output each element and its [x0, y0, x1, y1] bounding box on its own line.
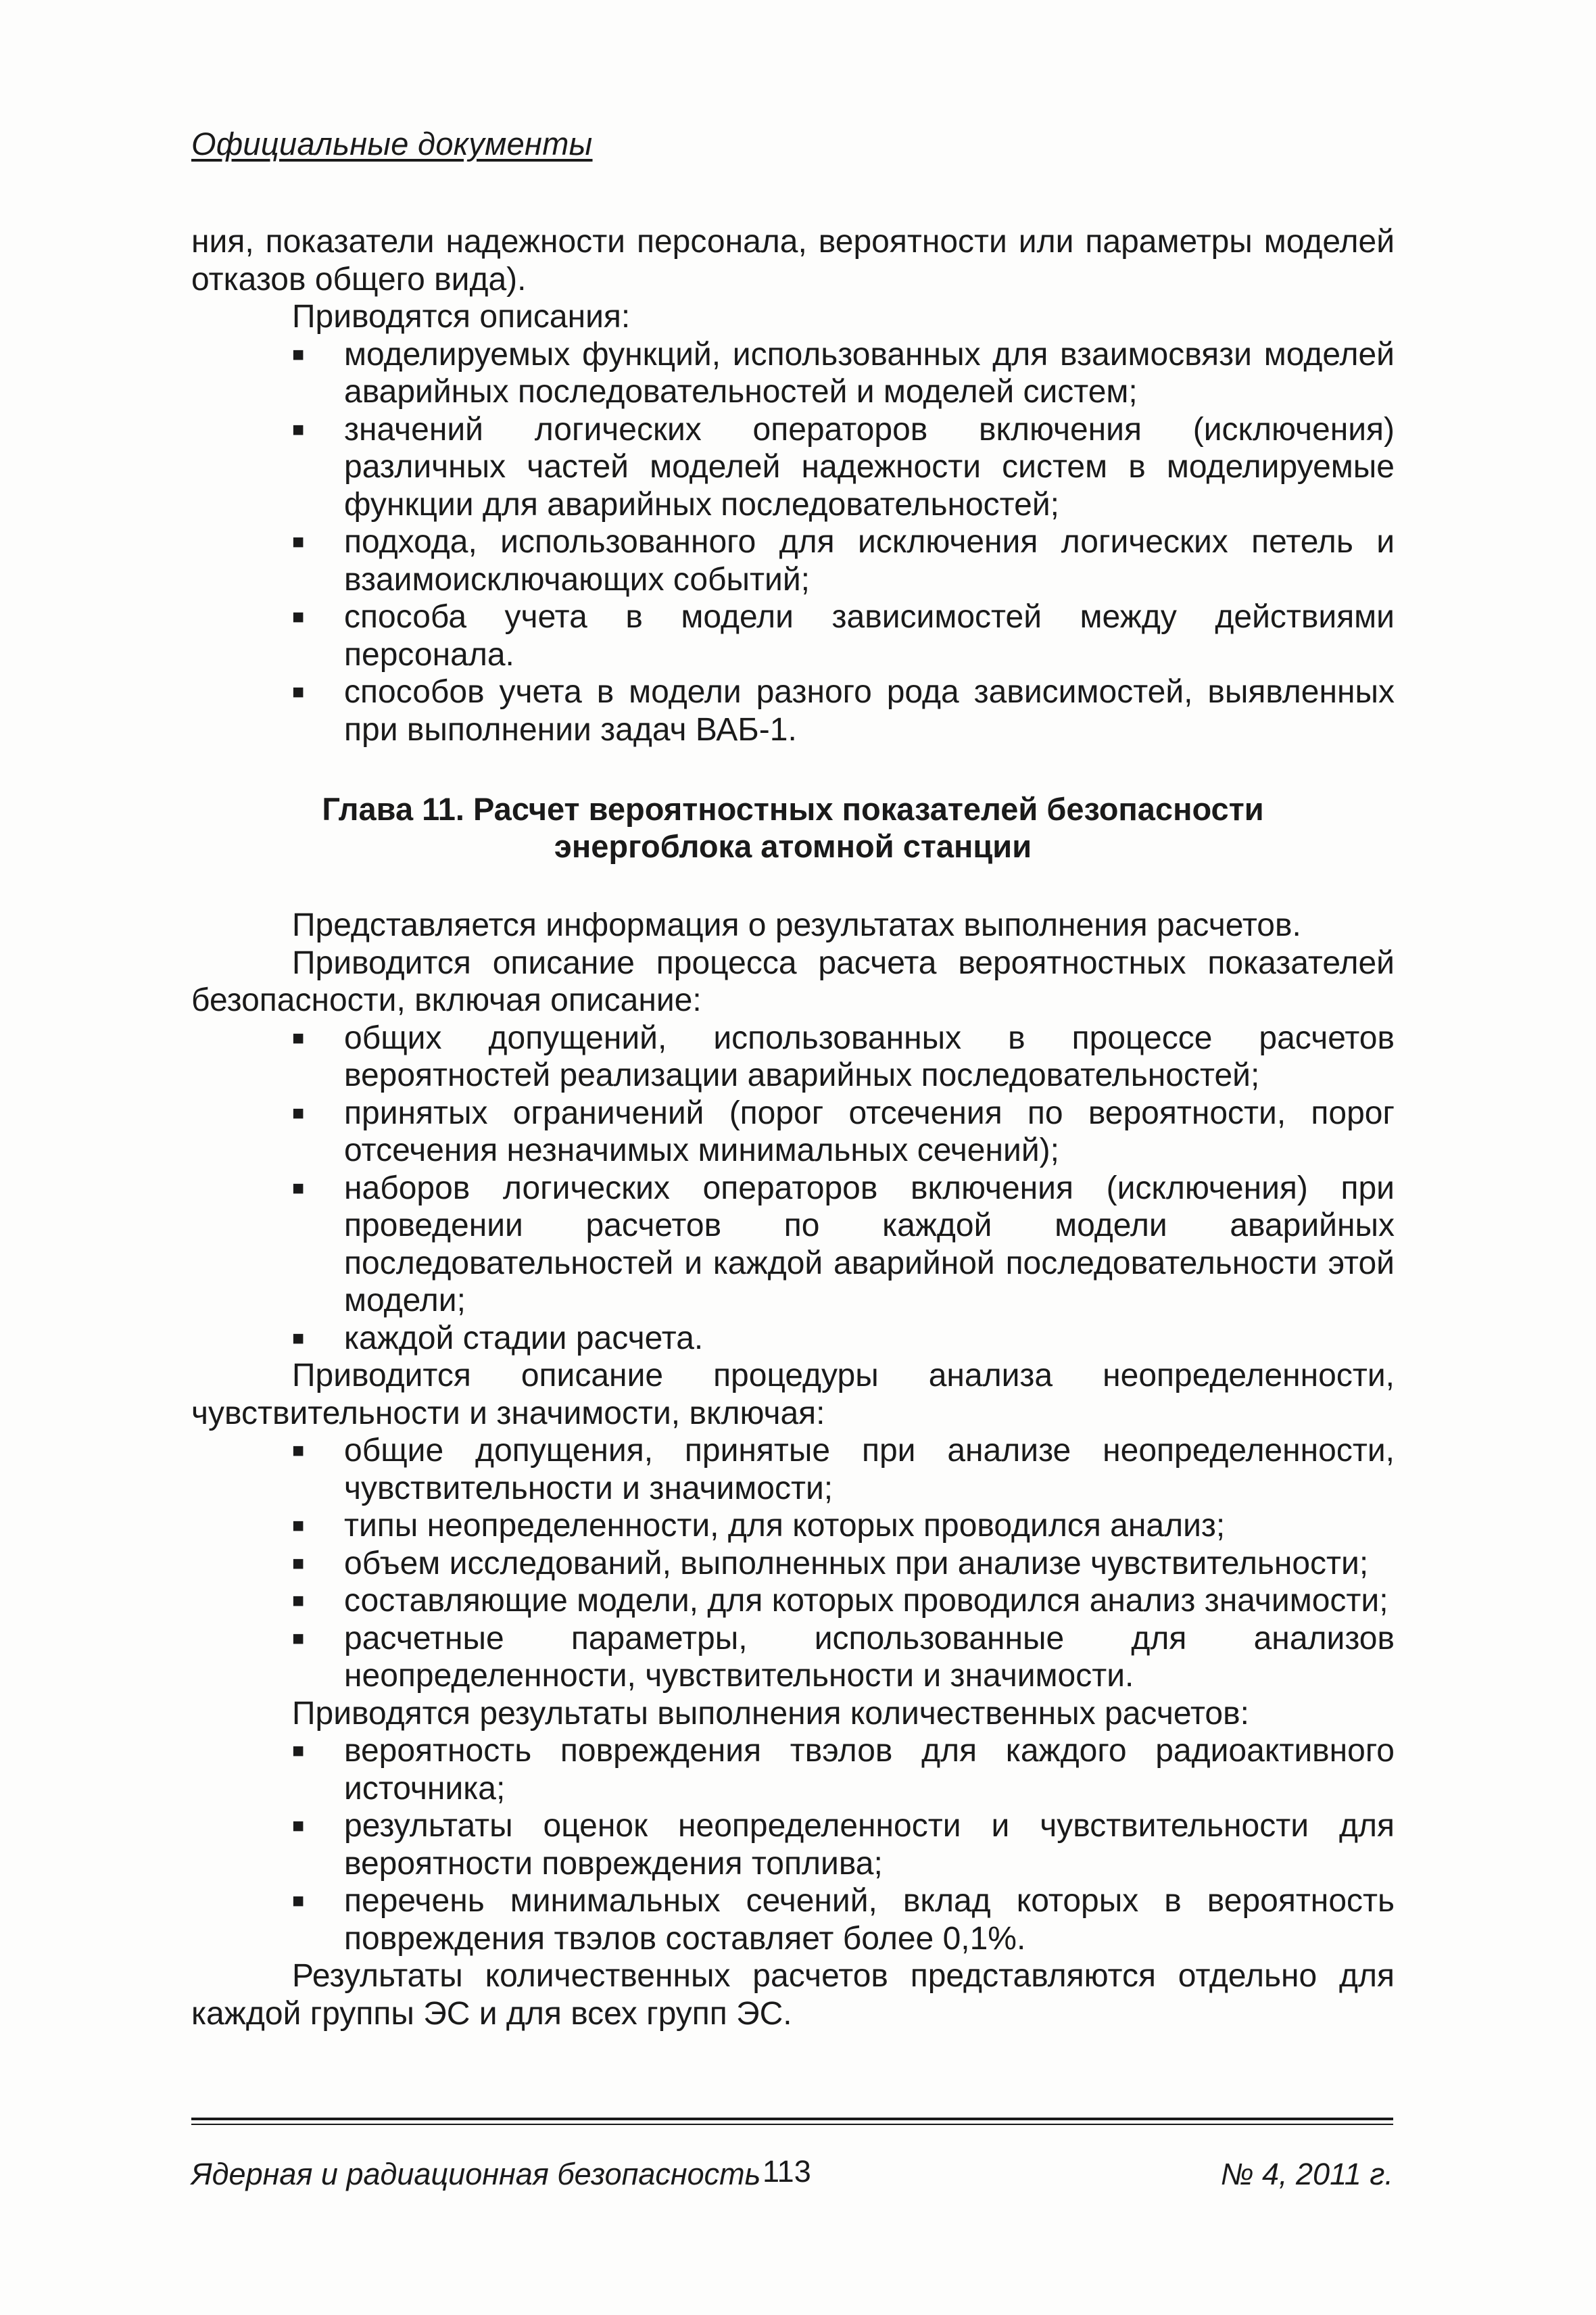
list-item: ■ наборов логических операторов включения (исключения) при проведении расчетов по каждой модели аварийных последовательностей и каждой аварийной последовательности этой модели; [292, 1170, 1395, 1318]
list-item: ■ моделируемых функций, использованных для взаимосвязи моделей аварийных последовательностей и моделей систем; [292, 336, 1395, 410]
bullet-icon: ■ [292, 1101, 305, 1124]
page-number: 113 [763, 2154, 811, 2189]
footer-journal-title: Ядерная и радиационная безопасность [191, 2157, 761, 2191]
bullet-icon: ■ [292, 1815, 305, 1837]
results-list [191, 1732, 1395, 1957]
paragraph-descriptions-intro: Приводятся описания: [292, 299, 631, 335]
bullet-icon: ■ [292, 1890, 305, 1912]
bullet-icon: ■ [292, 1176, 305, 1199]
descriptions-list [191, 336, 1395, 749]
list-item: ■ расчетные параметры, использованные для анализов неопределенности, чувствительности и значимости. [292, 1620, 1395, 1694]
list-item: ■ подхода, использованного для исключения логических петель и взаимоисключающих событий; [292, 524, 1395, 598]
list-item: ■ способа учета в модели зависимостей между действиями персонала. [292, 599, 1395, 673]
paragraph-continuation: ния, показатели надежности персонала, вероятности или параметры моделей отказов общего вида). [191, 224, 1395, 297]
bullet-icon: ■ [292, 1627, 305, 1650]
page-body [191, 223, 1395, 2032]
paragraph-calculation-process: Приводится описание процесса расчета вероятностных показателей безопасности, включая описание: [191, 945, 1395, 1018]
bullet-icon: ■ [292, 418, 305, 441]
footer-rule [191, 2118, 1393, 2120]
list-item: ■ значений логических операторов включения (исключения) различных частей моделей надежности систем в моделируемые функции для аварийных последовательностей; [292, 411, 1395, 523]
list-item: ■ вероятность повреждения твэлов для каждого радиоактивного источника; [292, 1733, 1395, 1807]
chapter-heading [191, 790, 1395, 865]
list-item: ■ объем исследований, выполненных при анализе чувствительности; [292, 1545, 1369, 1581]
bullet-icon: ■ [292, 1514, 305, 1537]
bullet-icon: ■ [292, 1552, 305, 1575]
paragraph-results-info: Представляется информация о результатах выполнения расчетов. [292, 907, 1301, 943]
list-item: ■ общие допущения, принятые при анализе неопределенности, чувствительности и значимости; [292, 1433, 1395, 1506]
list-item: ■ результаты оценок неопределенности и чувствительности для вероятности повреждения топлива; [292, 1808, 1395, 1882]
list-item: ■ типы неопределенности, для которых проводился анализ; [292, 1508, 1226, 1544]
bullet-icon: ■ [292, 1740, 305, 1762]
bullet-icon: ■ [292, 343, 305, 366]
list-item: ■ составляющие модели, для которых проводился анализ значимости; [292, 1583, 1388, 1619]
bullet-icon: ■ [292, 1439, 305, 1462]
list-item: ■ каждой стадии расчета. [292, 1320, 704, 1356]
bullet-icon: ■ [292, 681, 305, 703]
uncertainty-list [191, 1432, 1395, 1695]
bullet-icon: ■ [292, 606, 305, 628]
calculation-list [191, 1020, 1395, 1358]
footer-issue: № 4, 2011 г. [1220, 2157, 1393, 2191]
chapter-title-line2: энергоблока атомной станции [554, 828, 1032, 864]
chapter-title-line1: Глава 11. Расчет вероятностных показателей безопасности [322, 791, 1264, 827]
list-item: ■ общих допущений, использованных в процессе расчетов вероятностей реализации аварийных последовательностей; [292, 1020, 1395, 1093]
footer-rule-thin [191, 2124, 1393, 2125]
bullet-icon: ■ [292, 531, 305, 553]
paragraph-quantitative-results: Приводятся результаты выполнения количественных расчетов: [292, 1695, 1249, 1732]
list-item: ■ способов учета в модели разного рода зависимостей, выявленных при выполнении задач ВАБ-1. [292, 674, 1395, 748]
paragraph-uncertainty-analysis: Приводится описание процедуры анализа неопределенности, чувствительности и значимости, включая: [191, 1358, 1395, 1431]
bullet-icon: ■ [292, 1590, 305, 1612]
bullet-icon: ■ [292, 1327, 305, 1350]
paragraph-results-presentation: Результаты количественных расчетов представляются отдельно для каждой группы ЭС и для всех групп ЭС. [191, 1958, 1395, 2032]
list-item: ■ перечень минимальных сечений, вклад которых в вероятность повреждения твэлов составляет более 0,1%. [292, 1883, 1395, 1957]
running-title: Официальные документы [191, 126, 593, 162]
list-item: ■ принятых ограничений (порог отсечения по вероятности, порог отсечения незначимых минимальных сечений); [292, 1095, 1395, 1168]
bullet-icon: ■ [292, 1026, 305, 1049]
